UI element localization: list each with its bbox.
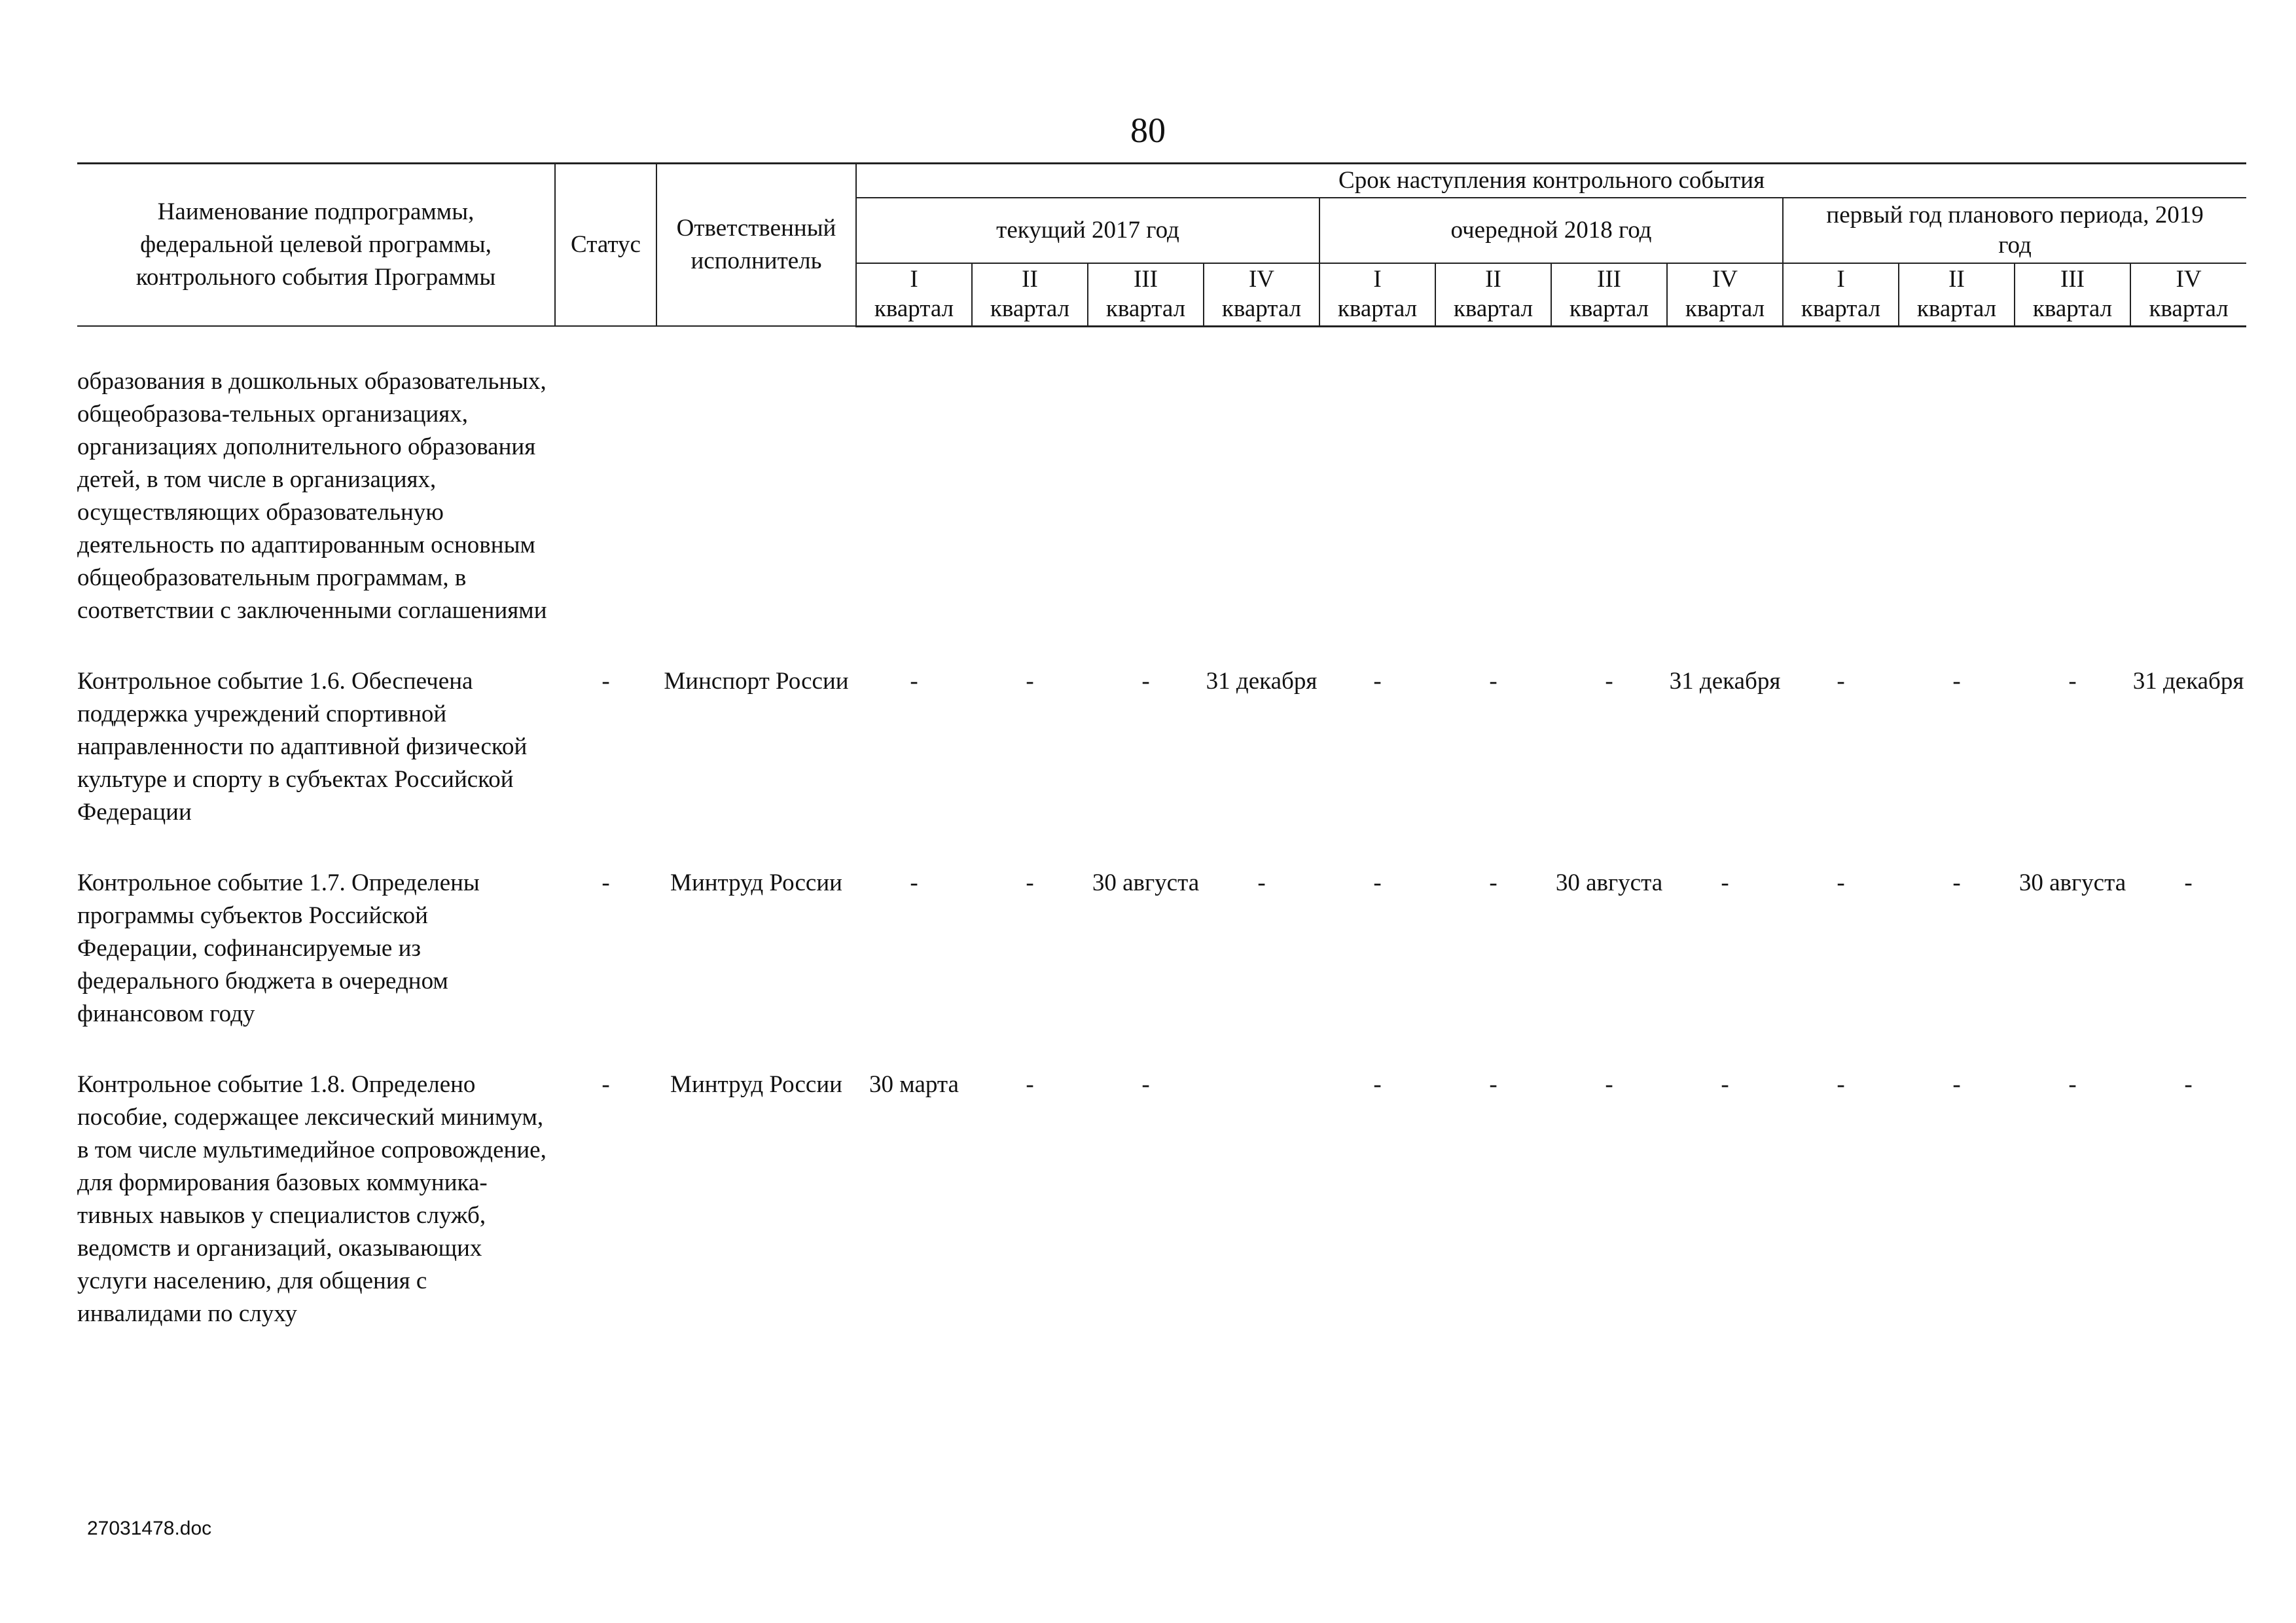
quarter-cell: - <box>2068 1070 2077 1098</box>
header-quarter: I квартал <box>1319 263 1435 326</box>
header-quarter: III квартал <box>1551 263 1667 326</box>
table-body <box>77 326 2246 1330</box>
quarter-cell <box>1783 365 1899 627</box>
quarter-cell: - <box>2184 1070 2193 1098</box>
quarter-cell: 30 августа <box>1555 869 1663 896</box>
event-executor: Минтруд России <box>670 1070 842 1098</box>
control-events-table <box>77 162 2246 1330</box>
quarter-cell: - <box>1837 667 1845 695</box>
quarter-cell: - <box>1257 869 1266 896</box>
quarter-cell: - <box>1605 1070 1613 1098</box>
page-number: 80 <box>1130 111 1166 150</box>
header-quarter: I квартал <box>856 263 972 326</box>
document-code: 27031478.doc <box>87 1518 212 1539</box>
event-executor: Минспорт России <box>664 667 849 695</box>
quarter-cell: 31 декабря <box>1206 667 1318 695</box>
table-row <box>77 365 2246 627</box>
event-name: Контрольное событие 1.6. Обеспечена поддержка учреждений спортивной направленности по адаптивной физической культуре и спорту в субъектах Российской Федерации <box>77 667 528 826</box>
event-status: - <box>601 1070 610 1098</box>
quarter-cell: - <box>1837 1070 1845 1098</box>
quarter-cell: - <box>1141 667 1150 695</box>
quarter-cell: - <box>1141 1070 1150 1098</box>
header-status-col: Статус <box>555 164 656 327</box>
table-row <box>77 867 2246 1030</box>
quarter-cell: 30 августа <box>1092 869 1200 896</box>
quarter-cell: - <box>1952 869 1961 896</box>
quarter-cell: - <box>1373 1070 1382 1098</box>
quarter-cell <box>1204 1068 1319 1330</box>
table-header <box>77 164 2246 327</box>
quarter-cell: - <box>1605 667 1613 695</box>
quarter-cell <box>972 365 1088 627</box>
quarter-cell <box>1319 365 1435 627</box>
header-quarter: II квартал <box>1435 263 1551 326</box>
quarter-cell: - <box>1952 1070 1961 1098</box>
quarter-cell <box>1204 365 1319 627</box>
quarter-cell: - <box>1489 869 1498 896</box>
quarter-cell: 31 декабря <box>1669 667 1781 695</box>
event-name: Контрольное событие 1.8. Определено пособие, содержащее лексический минимум, в том числе мультимедийное сопровождение, для формирования базовых коммуника-тивных навыков у специалистов служб, ведомств и организаций, оказывающих услуги населению, для общения с инвалидами по слуху <box>77 1070 547 1327</box>
quarter-cell: - <box>1026 1070 1034 1098</box>
quarter-cell: - <box>910 667 918 695</box>
header-quarter: IV квартал <box>2130 263 2246 326</box>
header-year-2019: первый год планового периода, 2019 год <box>1783 198 2246 263</box>
event-status: - <box>601 869 610 896</box>
header-quarter: IV квартал <box>1667 263 1783 326</box>
header-quarter: IV квартал <box>1204 263 1319 326</box>
quarter-cell: - <box>1721 1070 1729 1098</box>
event-name: образования в дошкольных образовательных, общеобразова-тельных организациях, организациях дополнительного образования детей, в том числе в организациях, осуществляющих образовательную деятельность по адаптированным основным общеобразовательным программам, в соответствии с заключенными соглашениями <box>77 367 547 624</box>
quarter-cell: 30 марта <box>869 1070 959 1098</box>
event-executor <box>656 365 856 627</box>
quarter-cell: - <box>1837 869 1845 896</box>
quarter-cell <box>2130 365 2246 627</box>
table-row <box>77 1068 2246 1330</box>
header-quarter: II квартал <box>1899 263 2015 326</box>
quarter-cell <box>1667 365 1783 627</box>
header-quarter: I квартал <box>1783 263 1899 326</box>
header-deadline-title: Срок наступления контрольного события <box>856 164 2246 198</box>
header-quarter: II квартал <box>972 263 1088 326</box>
quarter-cell: 31 декабря <box>2132 667 2244 695</box>
event-status <box>555 365 656 627</box>
quarter-cell <box>1088 365 1204 627</box>
header-year-2017: текущий 2017 год <box>856 198 1319 263</box>
event-name: Контрольное событие 1.7. Определены программы субъектов Российской Федерации, софинансируемые из федерального бюджета в очередном финансовом году <box>77 869 480 1027</box>
quarter-cell <box>1435 365 1551 627</box>
header-quarter: III квартал <box>1088 263 1204 326</box>
header-quarter: III квартал <box>2015 263 2130 326</box>
quarter-cell: - <box>2184 869 2193 896</box>
event-executor: Минтруд России <box>670 869 842 896</box>
quarter-cell: - <box>1026 667 1034 695</box>
header-executor-col: Ответственный исполнитель <box>656 164 856 327</box>
quarter-cell: 30 августа <box>2018 869 2126 896</box>
quarter-cell: - <box>910 869 918 896</box>
quarter-cell <box>1899 365 2015 627</box>
quarter-cell: - <box>1489 1070 1498 1098</box>
quarter-cell <box>856 365 972 627</box>
quarter-cell: - <box>1026 869 1034 896</box>
quarter-cell: - <box>1373 667 1382 695</box>
header-year-2018: очередной 2018 год <box>1319 198 1783 263</box>
quarter-cell: - <box>1721 869 1729 896</box>
table-row <box>77 665 2246 829</box>
quarter-cell: - <box>1952 667 1961 695</box>
quarter-cell <box>2015 365 2130 627</box>
header-name-col: Наименование подпрограммы, федеральной целевой программы, контрольного события Программы <box>77 164 555 327</box>
quarter-cell: - <box>1489 667 1498 695</box>
quarter-cell: - <box>1373 869 1382 896</box>
quarter-cell <box>1551 365 1667 627</box>
quarter-cell: - <box>2068 667 2077 695</box>
event-status: - <box>601 667 610 695</box>
